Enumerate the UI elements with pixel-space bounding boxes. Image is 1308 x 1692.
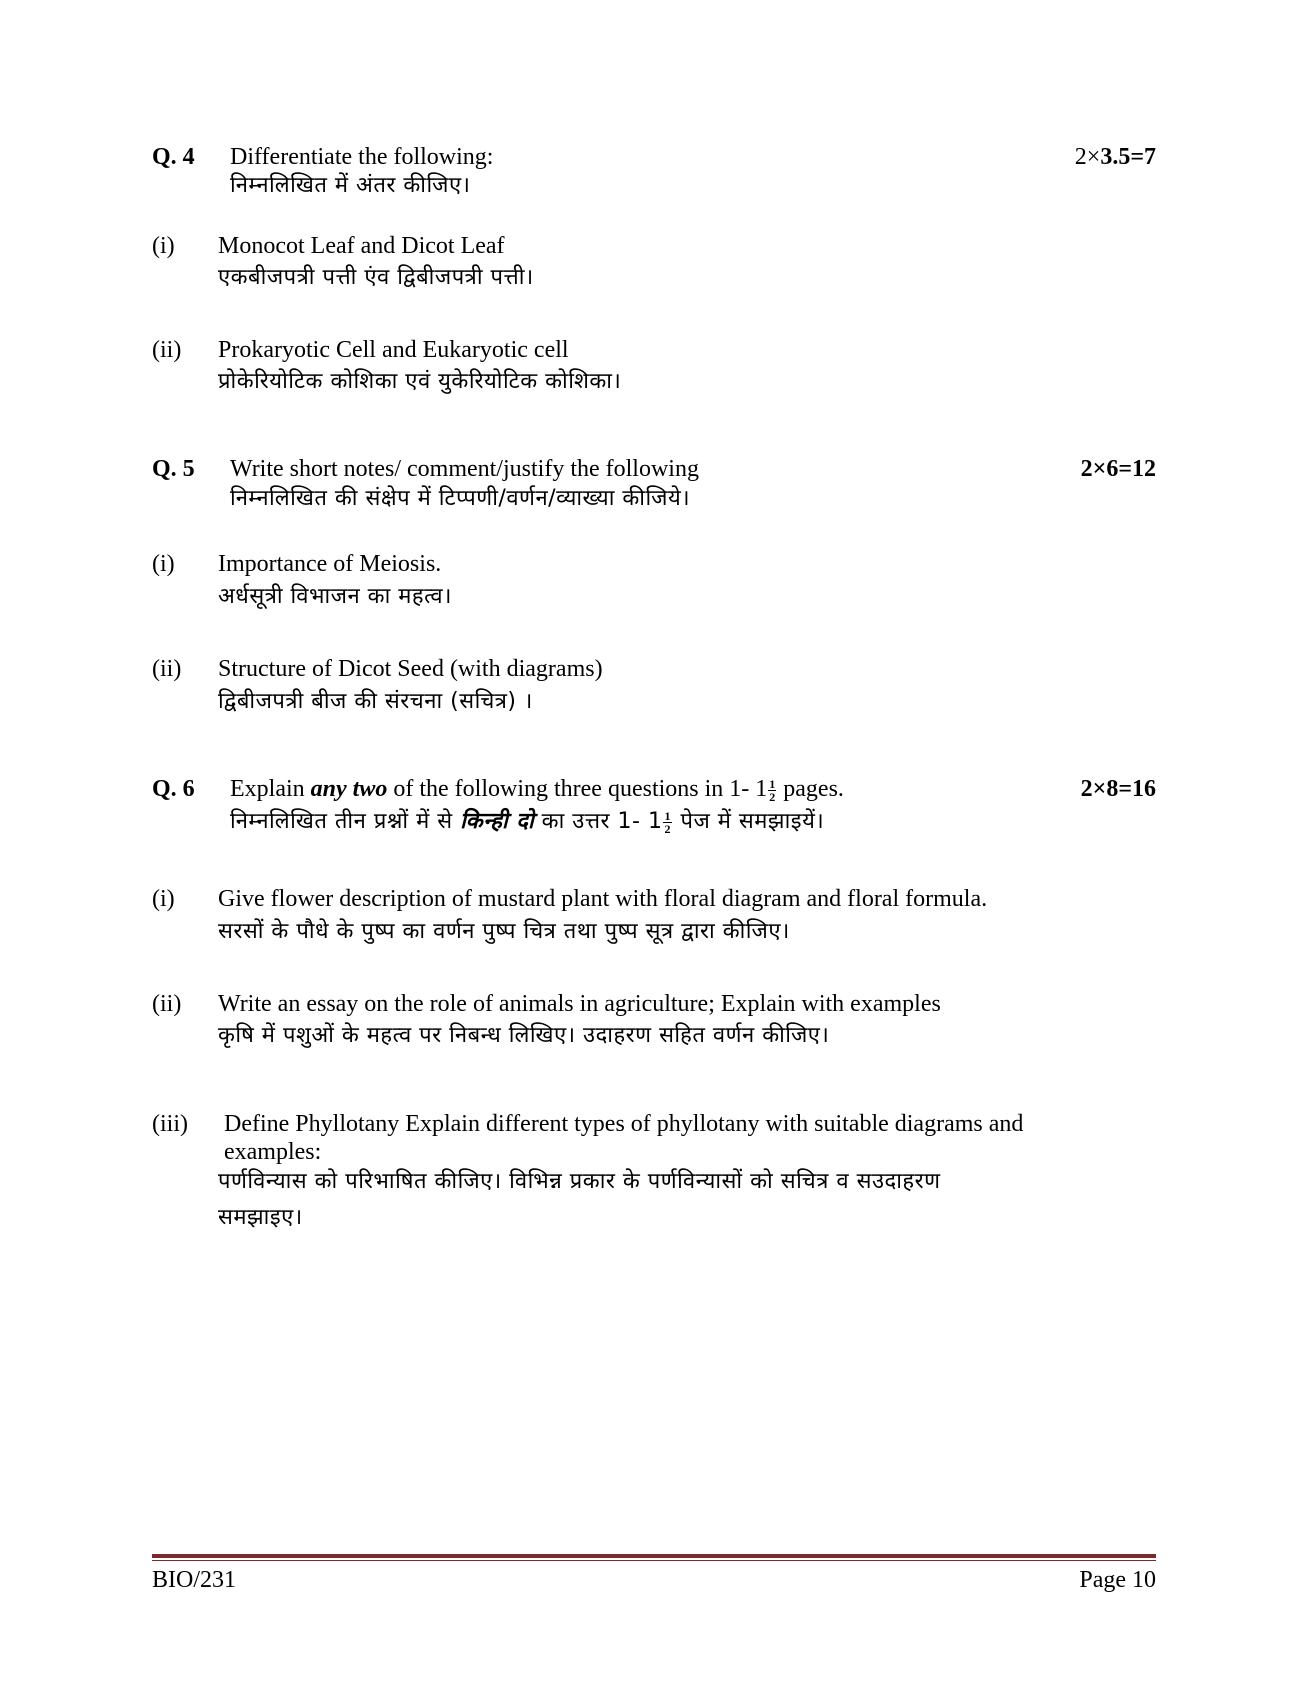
q6-item-3-label: (iii): [152, 1111, 188, 1137]
q5-item-2-label: (ii): [152, 656, 182, 682]
q4-item-1-label: (i): [152, 233, 175, 259]
q6-frac-num: 1: [769, 776, 776, 791]
footer-page-number: Page 10: [1079, 1567, 1156, 1593]
q6-title-hindi-emph: किन्ही दो: [460, 809, 535, 834]
q4-marks-prefix: 2×: [1074, 144, 1101, 170]
q5-title-hindi: निम्नलिखित की संक्षेप में टिप्पणी/वर्णन/व्याख्या कीजिये।: [230, 486, 691, 511]
q6-item-3-text-line2: examples:: [224, 1139, 322, 1165]
q5-item-1-hindi: अर्धसूत्री विभाजन का महत्व।: [218, 584, 452, 609]
q5-marks: 2×6=12: [1080, 456, 1156, 482]
q5-item-1-text: Importance of Meiosis.: [218, 551, 442, 577]
footer-course-code: BIO/231: [152, 1567, 236, 1593]
q6-title-emph: any two: [310, 776, 388, 802]
q6-hi-frac-den: 2: [664, 821, 671, 836]
q4-item-2-label: (ii): [152, 337, 182, 363]
q4-item-1-hindi: एकबीजपत्री पत्ती एंव द्विबीजपत्री पत्ती।: [218, 265, 534, 290]
q6-title-hindi: [230, 808, 824, 836]
q6-item-3-hindi-line1: पर्णविन्यास को परिभाषित कीजिए। विभिन्न प्रकार के पर्णविन्यासों को सचित्र व सउदाहरण: [218, 1169, 941, 1194]
q6-frac-den: 2: [769, 789, 776, 804]
q6-title: [230, 775, 844, 803]
q4-marks-bold: 3.5=7: [1100, 144, 1156, 170]
q6-title-hindi-mid: का उत्तर 1- 1: [534, 809, 663, 834]
footer-rule-thin: [152, 1560, 1156, 1561]
q6-marks: 2×8=16: [1080, 776, 1156, 802]
q4-title: Differentiate the following:: [230, 144, 494, 170]
q6-item-3-hindi-line2: समझाइए।: [218, 1205, 303, 1230]
q5-number: Q. 5: [152, 456, 195, 482]
q5-title: Write short notes/ comment/justify the following: [230, 456, 699, 482]
q6-item-1-label: (i): [152, 886, 175, 912]
q6-item-2-hindi: कृषि में पशुओं के महत्व पर निबन्ध लिखिए। उदाहरण सहित वर्णन कीजिए।: [218, 1023, 830, 1048]
q6-item-3-text-line1: Define Phyllotany Explain different types of phyllotany with suitable diagrams and: [224, 1111, 1024, 1137]
q6-number: Q. 6: [152, 776, 195, 802]
q4-item-2-text: Prokaryotic Cell and Eukaryotic cell: [218, 337, 569, 363]
q6-item-2-label: (ii): [152, 991, 182, 1017]
q4-item-2-hindi: प्रोकेरियोटिक कोशिका एवं युकेरियोटिक कोशिका।: [218, 369, 622, 394]
q6-item-1-hindi: सरसों के पौधे के पुष्प का वर्णन पुष्प चित्र तथा पुष्प सूत्र द्वारा कीजिए।: [218, 919, 790, 944]
q4-item-1-text: Monocot Leaf and Dicot Leaf: [218, 233, 505, 259]
q6-title-pre: Explain: [230, 776, 311, 802]
q6-title-post: pages.: [777, 776, 844, 802]
q6-title-hindi-pre: निम्नलिखित तीन प्रश्नों में से: [230, 809, 461, 834]
q5-item-2-text: Structure of Dicot Seed (with diagrams): [218, 656, 603, 682]
q6-hi-frac-num: 1: [664, 808, 671, 823]
q6-item-1-text: Give flower description of mustard plant with floral diagram and floral formula.: [218, 886, 988, 912]
q6-title-hindi-fraction: [663, 810, 672, 835]
q5-item-2-hindi: द्विबीजपत्री बीज की संरचना (सचित्र) ।: [218, 689, 533, 714]
q6-item-2-text: Write an essay on the role of animals in agriculture; Explain with examples: [218, 991, 941, 1017]
footer-rule-thick: [152, 1554, 1156, 1558]
q6-title-hindi-post: पेज में समझाइयें।: [672, 809, 825, 834]
q4-marks: [1075, 143, 1156, 171]
q6-title-mid: of the following three questions in 1- 1: [387, 776, 768, 802]
q5-item-1-label: (i): [152, 551, 175, 577]
q4-title-hindi: निम्नलिखित में अंतर कीजिए।: [230, 173, 471, 198]
q6-title-fraction: [768, 778, 776, 803]
q4-number: Q. 4: [152, 144, 195, 170]
